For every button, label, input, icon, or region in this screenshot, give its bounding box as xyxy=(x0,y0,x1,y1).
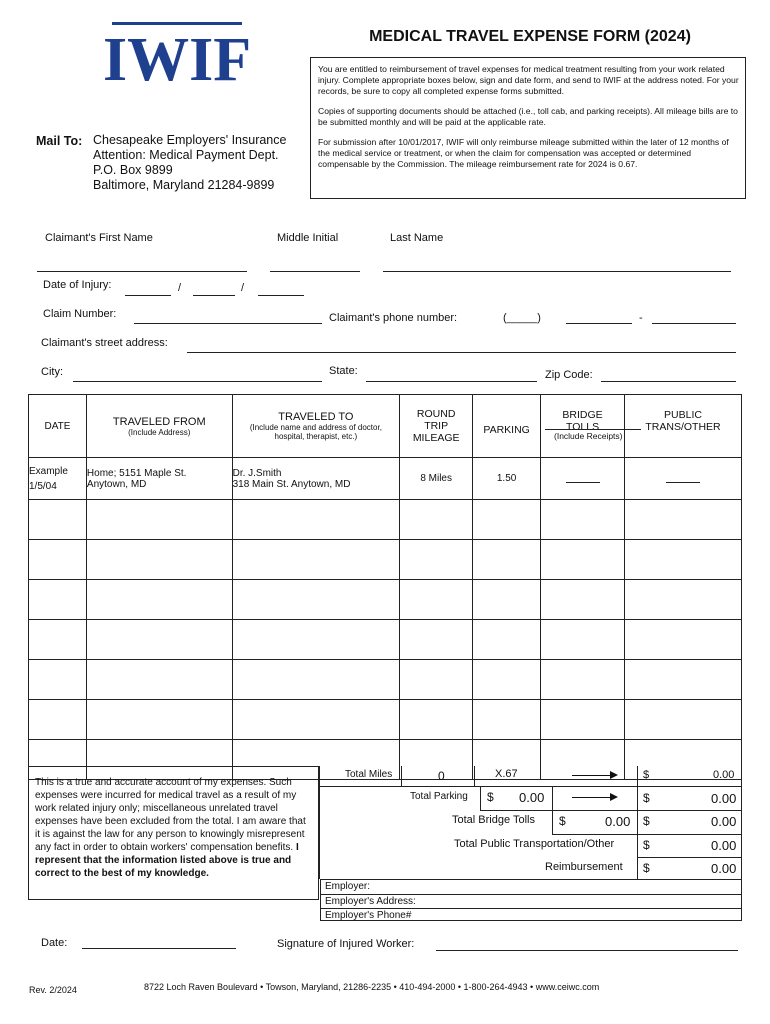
attestation-bold-text: I represent that the information listed above is true and correct to the best of my knowledge. xyxy=(35,842,299,879)
mail-line-4: Baltimore, Maryland 21284-9899 xyxy=(93,178,275,192)
totals-right-border xyxy=(741,766,742,879)
example-row xyxy=(29,458,742,500)
doi-day-field[interactable] xyxy=(193,295,235,296)
currency-symbol: $ xyxy=(643,861,650,875)
total-parking-value[interactable]: 0.00 xyxy=(519,790,545,805)
example-tolls-cell xyxy=(541,458,625,500)
example-label: Example xyxy=(29,465,68,477)
mail-line-3: P.O. Box 9899 xyxy=(93,163,173,177)
example-public-cell xyxy=(625,458,742,500)
parking-amount: 0.00 xyxy=(711,791,737,806)
total-miles-label: Total Miles xyxy=(345,769,393,780)
instructions-box xyxy=(310,57,746,199)
totals-divider xyxy=(637,766,638,879)
dash-mark xyxy=(566,482,600,483)
col-date-header: DATE xyxy=(29,395,87,458)
phone-dash: - xyxy=(639,312,643,324)
logo-text: IWIF xyxy=(102,26,252,94)
city-field[interactable] xyxy=(73,381,322,382)
revision-date: Rev. 2/2024 xyxy=(29,985,77,995)
mail-to-address xyxy=(93,133,286,193)
reimbursement-amount: 0.00 xyxy=(711,861,737,876)
currency-symbol: $ xyxy=(643,838,650,852)
doi-slash-2: / xyxy=(241,282,245,294)
city-label: City: xyxy=(41,366,63,378)
currency-symbol: $ xyxy=(559,814,566,828)
total-tolls-value[interactable]: 0.00 xyxy=(605,814,631,829)
zip-label: Zip Code: xyxy=(545,369,593,381)
from-subtitle: (Include Address) xyxy=(128,427,191,437)
example-mileage: 8 Miles xyxy=(400,458,473,500)
col-parking-header: PARKING xyxy=(473,395,541,458)
example-from-line1: Home; 5151 Maple St. xyxy=(86,467,187,479)
col-to-header xyxy=(232,395,400,458)
totals-divider xyxy=(474,766,475,786)
example-date: 1/5/04 xyxy=(29,480,57,492)
to-subtitle: (Include name and address of doctor, hospital, therapist, etc.) xyxy=(249,423,382,441)
street-address-field[interactable] xyxy=(187,352,736,353)
middle-initial-label: Middle Initial xyxy=(277,232,339,244)
tolls-amount: 0.00 xyxy=(711,814,737,829)
street-address-label: Claimant's street address: xyxy=(41,337,168,349)
iwif-logo xyxy=(102,22,252,94)
doi-month-field[interactable] xyxy=(125,295,171,296)
table-row[interactable] xyxy=(29,620,742,660)
arrow-icon xyxy=(572,797,616,798)
attestation-box xyxy=(28,766,319,900)
footer-contact: 8722 Loch Raven Boulevard • Towson, Maryland, 21286-2235 • 410-494-2000 • 1-800-264-4943 • www.ceiwc.com xyxy=(144,982,600,992)
example-to-cell xyxy=(232,458,400,500)
totals-rule xyxy=(552,834,741,835)
total-public-label: Total Public Transportation/Other xyxy=(454,838,615,850)
table-header-row xyxy=(29,395,742,458)
mail-line-1: Chesapeake Employers' Insurance xyxy=(93,133,287,147)
totals-left-border xyxy=(319,766,320,879)
mail-line-2: Attention: Medical Payment Dept. xyxy=(93,148,279,162)
arrow-icon xyxy=(572,775,616,776)
example-date-cell xyxy=(29,458,87,500)
phone-area-code[interactable]: (_____) xyxy=(503,312,541,324)
example-to-line2: 318 Main St. Anytown, MD xyxy=(232,478,351,490)
table-row[interactable] xyxy=(29,540,742,580)
example-parking: 1.50 xyxy=(473,458,541,500)
example-from-line2: Anytown, MD xyxy=(86,478,147,490)
mileage-amount: 0.00 xyxy=(713,769,735,781)
claim-number-field[interactable] xyxy=(134,323,322,324)
employer-box xyxy=(320,879,742,921)
claim-number-label: Claim Number: xyxy=(43,308,117,320)
col-mileage-header: ROUND TRIP MILEAGE xyxy=(400,395,473,458)
date-field[interactable] xyxy=(82,948,236,949)
totals-rule xyxy=(319,786,741,787)
totals-divider xyxy=(401,766,402,786)
from-title: TRAVELED FROM xyxy=(112,415,206,428)
form-title: MEDICAL TRAVEL EXPENSE FORM (2024) xyxy=(369,28,691,45)
state-label: State: xyxy=(329,365,358,377)
include-receipts-note: (Include Receipts) xyxy=(554,431,623,441)
middle-initial-field[interactable] xyxy=(270,271,360,272)
zip-field[interactable] xyxy=(601,381,736,382)
total-parking-label: Total Parking xyxy=(410,791,468,802)
signature-field[interactable] xyxy=(436,950,738,951)
reimbursement-label: Reimbursement xyxy=(545,861,623,873)
expense-table xyxy=(28,394,742,780)
first-name-label: Claimant's First Name xyxy=(45,232,153,244)
doi-year-field[interactable] xyxy=(258,295,304,296)
col-public-header: PUBLIC TRANS/OTHER xyxy=(625,395,742,458)
phone-prefix-field[interactable] xyxy=(566,323,632,324)
currency-symbol: $ xyxy=(643,814,650,828)
table-row[interactable] xyxy=(29,580,742,620)
doi-slash-1: / xyxy=(178,282,182,294)
currency-symbol: $ xyxy=(643,769,650,781)
totals-rule xyxy=(480,810,741,811)
table-row[interactable] xyxy=(29,660,742,700)
last-name-field[interactable] xyxy=(383,271,731,272)
employer-phone-field[interactable]: Employer's Phone# xyxy=(325,910,412,921)
col-from-header xyxy=(86,395,232,458)
dash-mark xyxy=(666,482,700,483)
first-name-field[interactable] xyxy=(37,271,247,272)
table-row[interactable] xyxy=(29,500,742,540)
employer-address-field[interactable]: Employer's Address: xyxy=(321,895,741,910)
totals-divider xyxy=(552,786,553,810)
state-field[interactable] xyxy=(366,381,537,382)
attestation-text: This is a true and accurate account of my expenses. Such expenses were incurred for medical travel as a result of my work related injury only; miscellaneous unrelated travel expenses have been excluded from the total. I am aware that it is against the law for any person to knowingly misrepresent any fact in order to obtain workers' compensation benefits. xyxy=(35,777,306,853)
table-row[interactable] xyxy=(29,700,742,740)
date-of-injury-label: Date of Injury: xyxy=(43,279,112,291)
phone-label: Claimant's phone number: xyxy=(329,312,458,324)
instructions-p1: You are entitled to reimbursement of travel expenses for medical treatment resulting from your work related injury. Complete appropriate boxes below, sign and date form, and send to IWIF at the address noted. For your records, be sure to copy all completed expense forms submitted. xyxy=(318,64,739,96)
totals-divider xyxy=(552,810,553,834)
receipts-divider xyxy=(545,429,641,430)
example-to-line1: Dr. J.Smith xyxy=(232,467,282,479)
totals-rule xyxy=(637,857,741,858)
public-amount[interactable]: 0.00 xyxy=(711,838,737,853)
total-miles-value[interactable]: 0 xyxy=(438,769,445,783)
total-tolls-label: Total Bridge Tolls xyxy=(452,814,535,826)
instructions-p2: Copies of supporting documents should be attached (i.e., toll cab, and parking receipts). All mileage bills are to be submitted monthly and will be paid at the applicable rate. xyxy=(318,106,738,127)
date-label: Date: xyxy=(41,937,68,949)
totals-divider xyxy=(480,786,481,810)
employer-name-field[interactable]: Employer: xyxy=(321,880,741,895)
instructions-p3: For submission after 10/01/2017, IWIF will only reimburse mileage submitted within the later of 12 months of the medical service or treatment, or when the claim for compensation was accepted or determined compensable by the Commission. The mileage reimbursement rate for 2024 is 0.67. xyxy=(318,137,729,169)
example-from-cell xyxy=(86,458,232,500)
to-title: TRAVELED TO xyxy=(278,411,354,423)
currency-symbol: $ xyxy=(487,790,494,804)
signature-label: Signature of Injured Worker: xyxy=(277,938,415,950)
last-name-label: Last Name xyxy=(390,232,444,244)
mileage-rate: X.67 xyxy=(495,768,518,780)
col-tolls-header: BRIDGE TOLLS xyxy=(541,395,625,458)
phone-line-field[interactable] xyxy=(652,323,736,324)
mail-to-label: Mail To: xyxy=(36,134,83,148)
currency-symbol: $ xyxy=(643,791,650,805)
